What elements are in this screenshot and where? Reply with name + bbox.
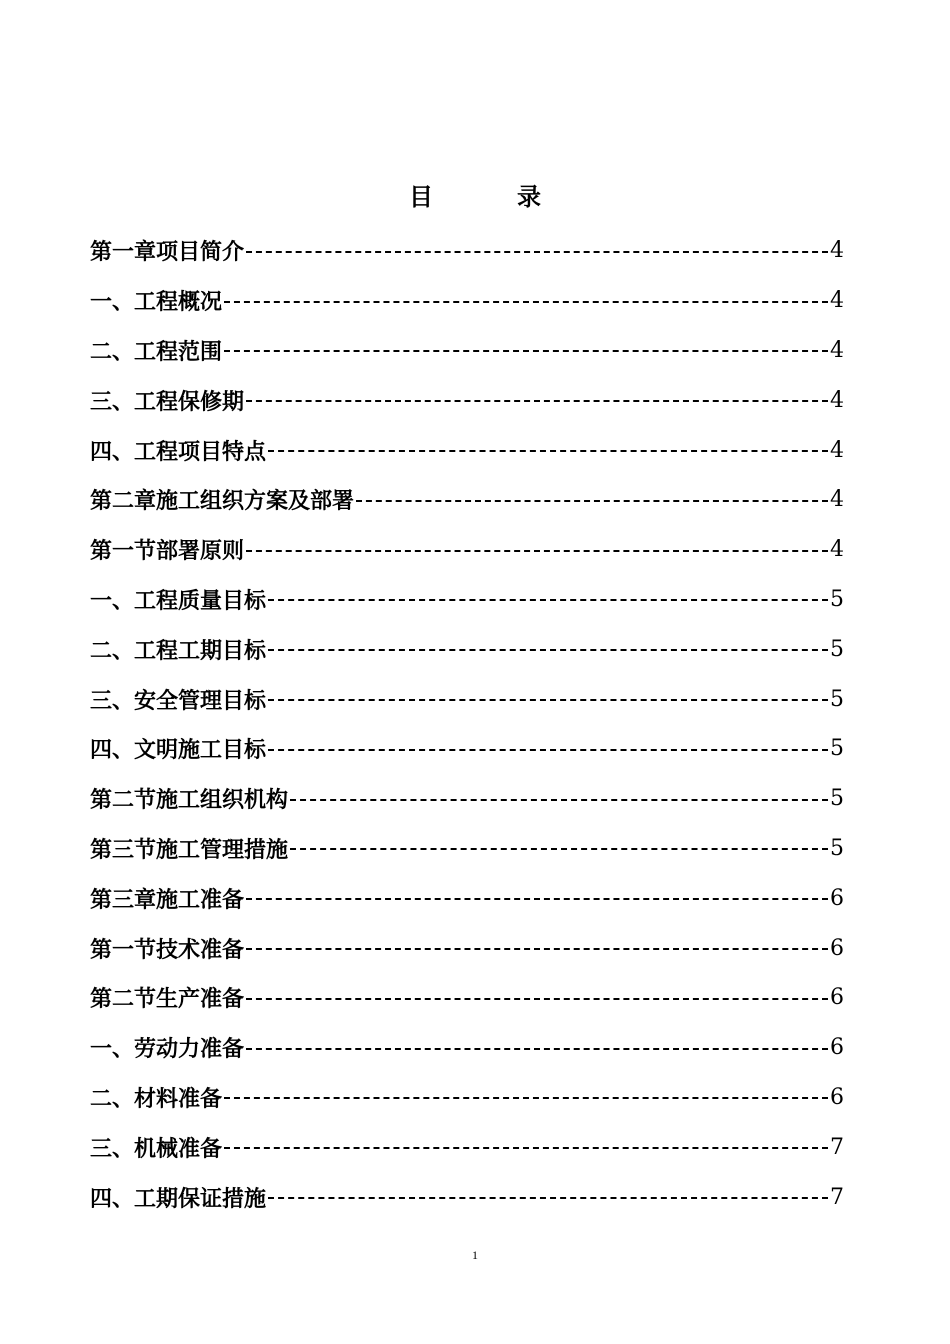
toc-entry[interactable] xyxy=(90,724,844,774)
toc-entry-label: 第二节生产准备 xyxy=(90,986,245,1013)
toc-entry-page: 5 xyxy=(830,686,844,712)
toc-entry-label: 一、劳动力准备 xyxy=(90,1036,245,1063)
toc-entry-page: 5 xyxy=(830,736,844,762)
toc-entry[interactable] xyxy=(90,1073,844,1123)
toc-entry-label: 第二章施工组织方案及部署 xyxy=(90,488,355,515)
toc-entry[interactable] xyxy=(90,923,844,973)
toc-entry-label: 三、工程保修期 xyxy=(90,388,245,415)
toc-entry-page: 4 xyxy=(830,537,844,563)
toc-entry-page: 4 xyxy=(830,238,844,264)
toc-entry-label: 第一章项目简介 xyxy=(90,239,245,266)
toc-entry[interactable] xyxy=(90,1023,844,1073)
toc-entry-label: 二、工程工期目标 xyxy=(90,637,267,664)
toc-entry-page: 7 xyxy=(830,1134,844,1160)
toc-title: 目 录 xyxy=(409,182,571,211)
toc-leader-dashes xyxy=(224,1097,828,1099)
toc-entry[interactable] xyxy=(90,873,844,923)
toc-leader-dashes xyxy=(268,450,828,452)
toc-entry-page: 5 xyxy=(830,786,844,812)
toc-entry-label: 一、工程概况 xyxy=(90,289,223,316)
toc-entry[interactable] xyxy=(90,475,844,525)
toc-entry[interactable] xyxy=(90,674,844,724)
toc-entry-page: 6 xyxy=(830,1035,844,1061)
toc-entry[interactable] xyxy=(90,375,844,425)
toc-entry[interactable] xyxy=(90,824,844,874)
toc-entry-label: 一、工程质量目标 xyxy=(90,587,267,614)
toc-leader-dashes xyxy=(268,599,828,601)
toc-entry[interactable] xyxy=(90,624,844,674)
toc-leader-dashes xyxy=(246,998,828,1000)
toc-entry-label: 第一节部署原则 xyxy=(90,538,245,565)
toc-entry-page: 4 xyxy=(830,487,844,513)
toc-entry-label: 二、材料准备 xyxy=(90,1085,223,1112)
toc-leader-dashes xyxy=(246,1048,828,1050)
toc-entry-label: 四、工程项目特点 xyxy=(90,438,267,465)
toc-entry-page: 6 xyxy=(830,985,844,1011)
toc-entry-label: 四、工期保证措施 xyxy=(90,1185,267,1212)
toc-entry[interactable] xyxy=(90,276,844,326)
toc-entry[interactable] xyxy=(90,226,844,276)
toc-entry-page: 5 xyxy=(830,636,844,662)
toc-leader-dashes xyxy=(290,848,828,850)
toc-leader-dashes xyxy=(246,251,828,253)
toc-leader-dashes xyxy=(246,550,828,552)
toc-entry[interactable] xyxy=(90,973,844,1023)
toc-entry[interactable] xyxy=(90,425,844,475)
toc-entry-page: 4 xyxy=(830,337,844,363)
toc-leader-dashes xyxy=(246,898,828,900)
toc-leader-dashes xyxy=(356,500,828,502)
toc-entry[interactable] xyxy=(90,575,844,625)
toc-entry-label: 第二节施工组织机构 xyxy=(90,787,289,814)
toc-leader-dashes xyxy=(268,749,828,751)
toc-entry-label: 三、安全管理目标 xyxy=(90,687,267,714)
toc-entry-page: 6 xyxy=(830,1084,844,1110)
toc-entry-page: 6 xyxy=(830,935,844,961)
toc-leader-dashes xyxy=(268,1197,828,1199)
toc-leader-dashes xyxy=(268,699,828,701)
toc-entry-label: 四、文明施工目标 xyxy=(90,737,267,764)
toc-entry-page: 5 xyxy=(830,586,844,612)
toc-leader-dashes xyxy=(290,799,828,801)
toc-entry-page: 7 xyxy=(830,1184,844,1210)
toc-entry-page: 4 xyxy=(830,288,844,314)
toc-leader-dashes xyxy=(224,301,828,303)
toc-entry-page: 5 xyxy=(830,835,844,861)
toc-leader-dashes xyxy=(224,1147,828,1149)
toc-entry[interactable] xyxy=(90,1122,844,1172)
toc-entry[interactable] xyxy=(90,525,844,575)
toc-entry-page: 4 xyxy=(830,387,844,413)
toc-leader-dashes xyxy=(268,649,828,651)
toc-entry-label: 第三章施工准备 xyxy=(90,886,245,913)
toc-entry-page: 6 xyxy=(830,885,844,911)
toc-entry[interactable] xyxy=(90,774,844,824)
toc-entry-page: 4 xyxy=(830,437,844,463)
toc-entry-label: 第三节施工管理措施 xyxy=(90,836,289,863)
toc-entry-label: 三、机械准备 xyxy=(90,1135,223,1162)
toc-leader-dashes xyxy=(246,400,828,402)
toc-entry-label: 第一节技术准备 xyxy=(90,936,245,963)
page-number: 1 xyxy=(472,1248,478,1262)
toc-entry[interactable] xyxy=(90,1172,844,1222)
toc-entry-label: 二、工程范围 xyxy=(90,338,223,365)
toc-entry[interactable] xyxy=(90,326,844,376)
toc-leader-dashes xyxy=(224,350,828,352)
toc-list xyxy=(90,226,844,1222)
toc-leader-dashes xyxy=(246,948,828,950)
